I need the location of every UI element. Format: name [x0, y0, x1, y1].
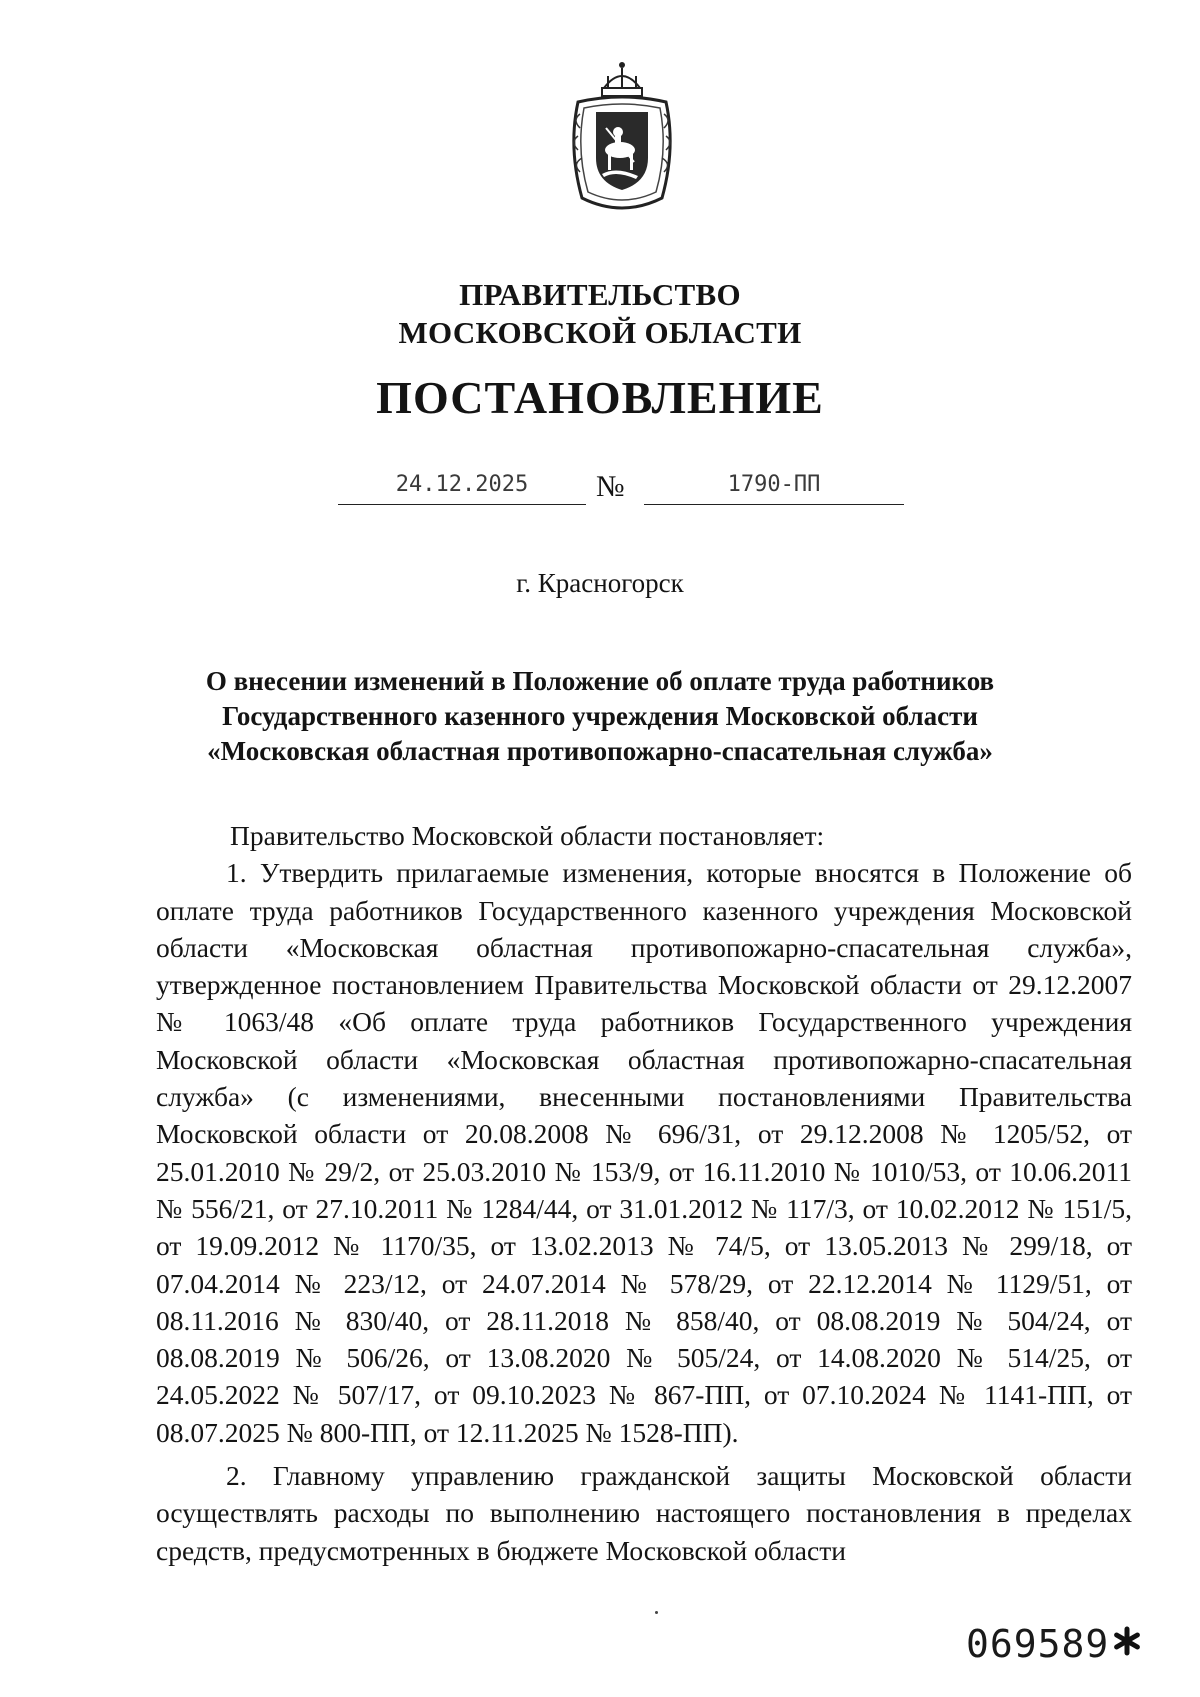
- document-type: ПОСТАНОВЛЕНИЕ: [376, 372, 824, 423]
- asterisk-icon: [1112, 1626, 1142, 1656]
- clause-1: 1. Утвердить прилагаемые изменения, которые вносятся в Положение об оплате труда работников Государственного казенного учреждения Московской области «Московская областная противопожарно-спасательная служба», утвержденное постановлением Правительства Московской области от 29.12.2007 № 1063/48 «Об оплате труда работников Государственного учреждения Московской области «Московская областная противопожарно-спасательная служба» (с изменениями, внесенными постановлениями Правительства Московской области от 20.08.2008 № 696/31, от 29.12.2008 № 1205/52, от 25.01.2010 № 29/2, от 25.03.2010 № 153/9, от 16.11.2010 № 1010/53, от 10.06.2011 № 556/21, от 27.10.2011 № 1284/44, от 31.01.2012 № 117/3, от 10.02.2012 № 151/5, от 19.09.2012 № 1170/35, от 13.02.2013 № 74/5, от 13.05.2013 № 299/18, от 07.04.2014 № 223/12, от 24.07.2014 № 578/29, от 22.12.2014 № 1129/51, от 08.11.2016 № 830/40, от 28.11.2018 № 858/40, от 08.08.2019 № 504/24, от 08.08.2019 № 506/26, от 13.08.2020 № 505/24, от 14.08.2020 № 514/25, от 24.05.2022 № 507/17, от 09.10.2023 № 867-ПП, от 07.10.2024 № 1141-ПП, от 08.07.2025 № 800-ПП, от 12.11.2025 № 1528-ПП).: [156, 857, 1132, 1448]
- subject-line-1: О внесении изменений в Положение об оплате труда работников: [205, 666, 995, 696]
- document-date: 24.12.2025: [395, 472, 529, 497]
- government-name: [0, 276, 1200, 352]
- date-underline: [338, 504, 586, 505]
- scan-speck: [655, 1611, 658, 1614]
- coat-of-arms-icon: [558, 58, 686, 218]
- registration-line: [0, 468, 1200, 508]
- clause-2: 2. Главному управлению гражданской защиты Московской области осуществлять расходы по выполнению настоящего постановления в пределах средств, предусмотренных в бюджете Московской области: [156, 1460, 1132, 1566]
- org-line-1: ПРАВИТЕЛЬСТВО: [459, 277, 741, 312]
- subject-line-3: «Московская областная противопожарно-спасательная служба»: [207, 736, 993, 766]
- document-subject: [150, 664, 1050, 769]
- city: г. Красногорск: [516, 568, 684, 598]
- number-sign: №: [596, 470, 625, 503]
- number-underline: [644, 504, 904, 505]
- serial-number: 069589: [966, 1622, 1110, 1666]
- document-body: [156, 817, 1132, 1569]
- document-number: 1790-ПП: [727, 472, 821, 497]
- subject-line-2: Государственного казенного учреждения Московской области: [222, 701, 978, 731]
- preamble: Правительство Московской области постановляет:: [230, 820, 825, 851]
- org-line-2: МОСКОВСКОЙ ОБЛАСТИ: [398, 315, 802, 350]
